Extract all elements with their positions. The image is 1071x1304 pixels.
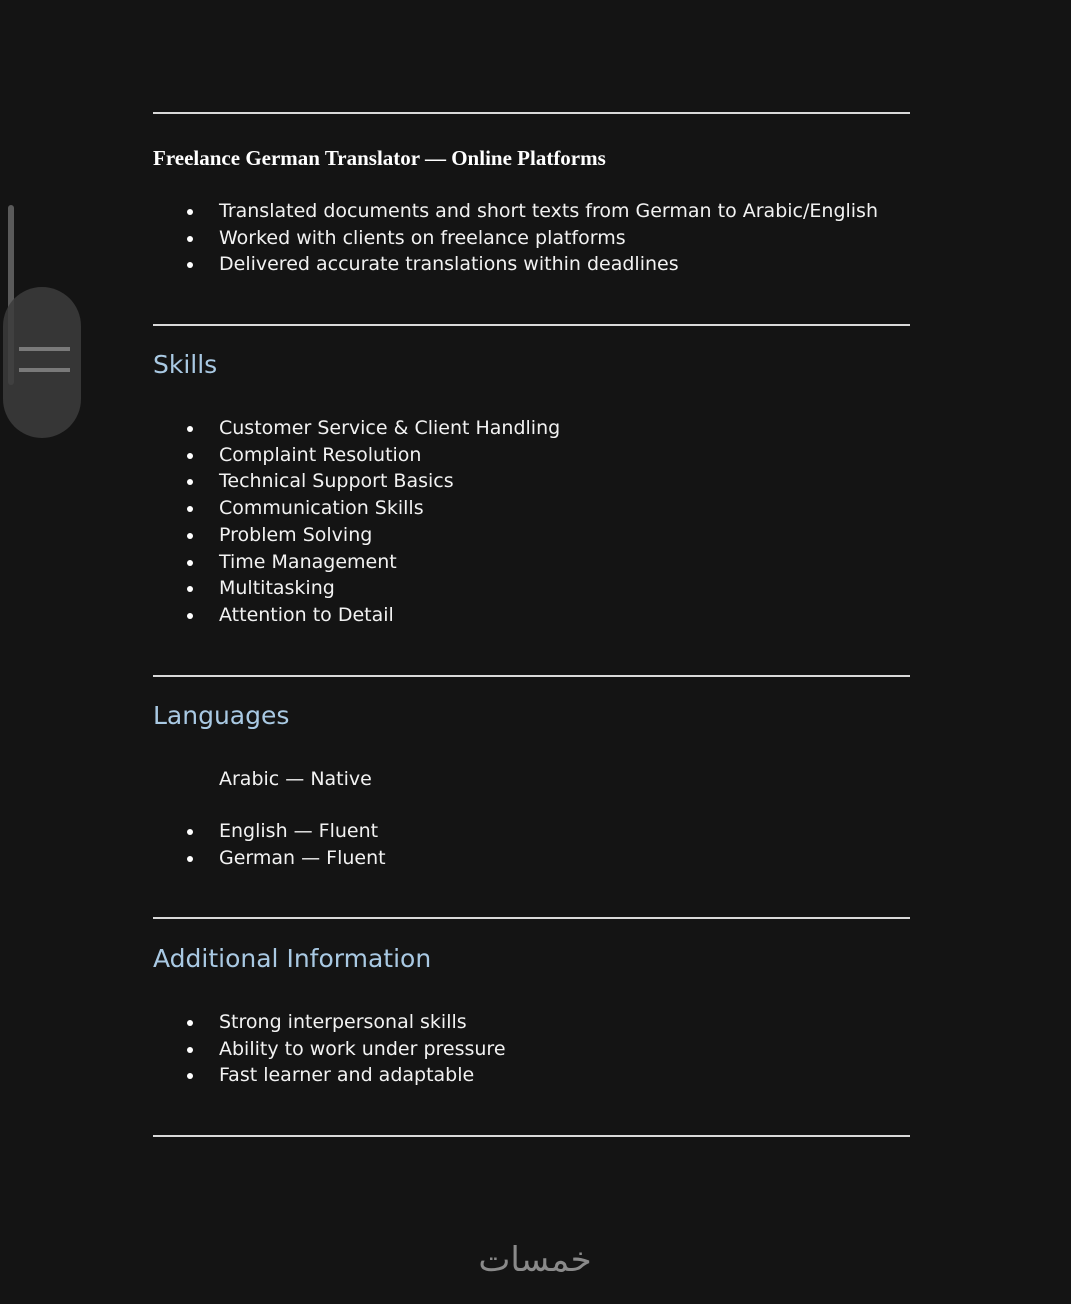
- list-item: Communication Skills: [219, 495, 560, 522]
- experience-bullets: [153, 198, 878, 278]
- list-item: Fast learner and adaptable: [219, 1062, 506, 1089]
- additional-heading: Additional Information: [153, 944, 432, 973]
- list-item: Delivered accurate translations within deadlines: [219, 251, 878, 278]
- section-divider: [153, 675, 910, 677]
- watermark-logo: خمسات: [478, 1240, 592, 1280]
- list-item: Strong interpersonal skills: [219, 1009, 506, 1036]
- section-divider: [153, 917, 910, 919]
- section-divider: [153, 112, 910, 114]
- list-item: English — Fluent: [219, 818, 386, 845]
- skills-list: [153, 415, 560, 629]
- scroll-handle[interactable]: [3, 287, 81, 438]
- section-divider: [153, 1135, 910, 1137]
- list-item: Attention to Detail: [219, 602, 560, 629]
- list-item: Multitasking: [219, 575, 560, 602]
- list-item: German — Fluent: [219, 845, 386, 872]
- languages-list: [153, 818, 386, 871]
- additional-list: [153, 1009, 506, 1089]
- list-item: Complaint Resolution: [219, 442, 560, 469]
- list-item: Worked with clients on freelance platforms: [219, 225, 878, 252]
- language-native: Arabic — Native: [219, 768, 372, 790]
- grip-icon: [19, 368, 70, 372]
- job-title: Freelance German Translator — Online Platforms: [153, 146, 606, 170]
- skills-heading: Skills: [153, 350, 218, 379]
- list-item: Technical Support Basics: [219, 468, 560, 495]
- languages-heading: Languages: [153, 701, 290, 730]
- list-item: Translated documents and short texts from German to Arabic/English: [219, 198, 878, 225]
- section-divider: [153, 324, 910, 326]
- grip-icon: [19, 347, 70, 351]
- list-item: Ability to work under pressure: [219, 1036, 506, 1063]
- list-item: Customer Service & Client Handling: [219, 415, 560, 442]
- list-item: Problem Solving: [219, 522, 560, 549]
- list-item: Time Management: [219, 549, 560, 576]
